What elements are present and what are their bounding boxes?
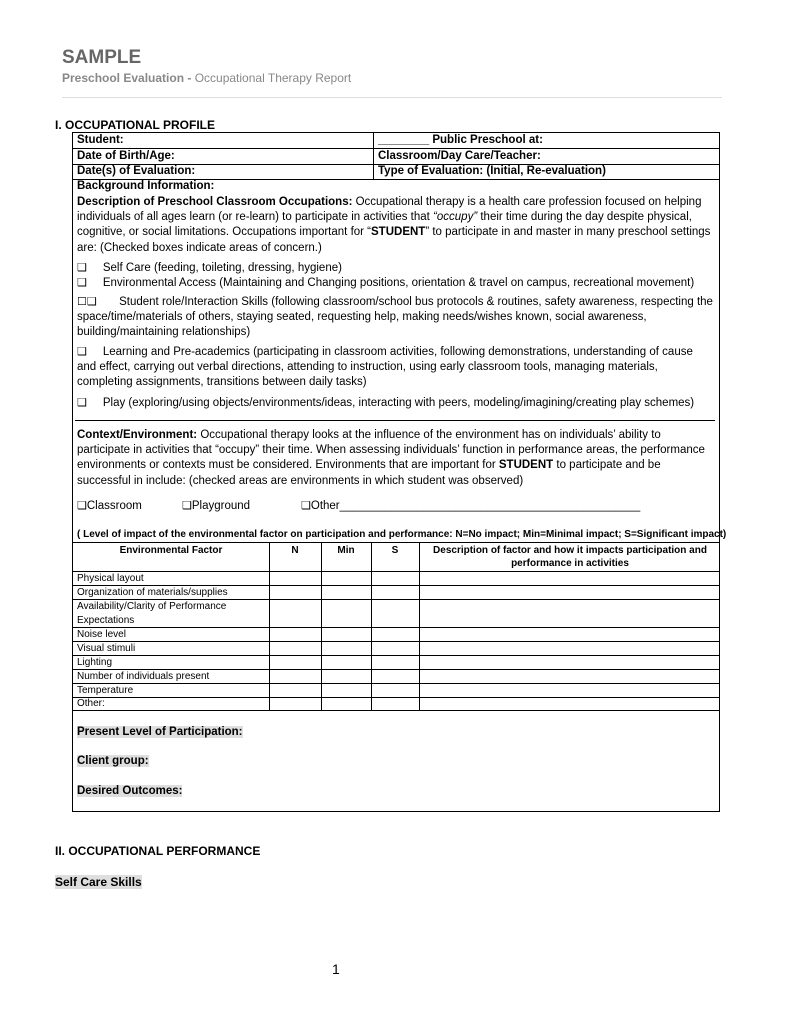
context-environment-paragraph: Context/Environment: Occupational therapy looks at the influence of the environment has on individuals’ ability to participate in activities that “occupy” their time. When assessing individuals’ function in performance areas, the performance environments or contexts must be considered. Environments that are important for STUDENT to participate and be successful in include: (checked areas are environments in which student was observed)	[77, 429, 705, 487]
header-rule	[62, 97, 722, 98]
subtitle-rest: Occupational Therapy Report	[194, 71, 352, 85]
occupation-item-student-role: ☐❑ Student role/Interaction Skills (following classroom/school bus protocols & routines, safety awareness, respecting the space/time/materials of others, staying seated, requesting help, making needs/wishes known, social awareness, building/maintaining relationships)	[77, 296, 713, 339]
evaluation-type-label: Type of Evaluation: (Initial, Re-evaluation)	[378, 165, 606, 177]
checkbox-icon[interactable]: ❑	[77, 277, 87, 289]
table-row: Organization of materials/supplies	[77, 587, 228, 598]
subtitle-bold: Preschool Evaluation -	[62, 71, 195, 85]
table-row: Physical layout	[77, 573, 144, 584]
present-level-label: Present Level of Participation:	[77, 726, 243, 738]
public-preschool-label: ________ Public Preschool at:	[378, 134, 543, 146]
desired-outcomes-label: Desired Outcomes:	[77, 785, 183, 797]
self-care-skills-heading: Self Care Skills	[55, 875, 142, 889]
column-header-s: S	[391, 545, 399, 556]
table-row: Temperature	[77, 685, 134, 696]
table-row: Visual stimuli	[77, 643, 136, 654]
environment-option-classroom[interactable]: ❑Classroom	[77, 500, 142, 512]
student-label: Student:	[77, 134, 124, 146]
occupation-item-play: ❑ Play (exploring/using objects/environments/ideas, interacting with peers, modeling/imagining/creating play schemes)	[77, 397, 695, 409]
background-info-label: Background Information:	[77, 180, 215, 192]
occupation-item-environmental-access: ❑ Environmental Access (Maintaining and Changing positions, orientation & travel on campus, recreational movement)	[77, 277, 695, 289]
checkbox-icon[interactable]: ❑	[77, 262, 87, 274]
report-subtitle	[62, 71, 351, 85]
occupational-profile-table	[72, 132, 727, 812]
checkbox-icon[interactable]: ❑	[77, 346, 87, 358]
table-row: Number of individuals present	[77, 671, 210, 682]
evaluation-date-label: Date(s) of Evaluation:	[77, 165, 196, 177]
sample-heading: SAMPLE	[62, 47, 142, 68]
divider	[75, 420, 715, 421]
checkbox-icon[interactable]: ❑	[182, 500, 192, 512]
classroom-teacher-label: Classroom/Day Care/Teacher:	[378, 150, 541, 162]
section-title-performance: II. OCCUPATIONAL PERFORMANCE	[55, 844, 261, 858]
client-group-label: Client group:	[77, 755, 149, 767]
impact-legend: ( Level of impact of the environmental factor on participation and performance: N=No impact; Min=Minimal impact; S=Significant impact)	[77, 529, 727, 540]
checkbox-icon[interactable]: ❑	[77, 397, 87, 409]
occupations-description: Description of Preschool Classroom Occupations: Occupational therapy is a health care profession focused on helping individuals of all ages learn (or re-learn) to participate in activities that “occupy” their time during the day despite physical, cognitive, or social limitations. Occupations important for “STUDENT” to participate in and master in many preschool settings are: (Checked boxes indicate areas of concern.)	[77, 196, 711, 254]
checkbox-icon[interactable]: ❑	[301, 500, 311, 512]
table-row: Lighting	[77, 657, 113, 668]
table-row: Noise level	[77, 629, 126, 640]
environment-option-other[interactable]: ❑Other_______________________________________________	[301, 500, 641, 512]
column-header-min: Min	[337, 545, 355, 556]
occupation-item-learning: ❑ Learning and Pre-academics (participating in classroom activities, following demonstrations, understanding of cause and effect, carrying out verbal directions, attending to instruction, using early classroom tools, managing materials, completing assignments, transitions between daily tasks)	[77, 346, 693, 389]
dob-label: Date of Birth/Age:	[77, 150, 175, 162]
table-row: Other:	[77, 698, 105, 709]
column-header-n: N	[291, 545, 299, 556]
page-number: 1	[332, 961, 340, 977]
environment-option-playground[interactable]: ❑Playground	[182, 500, 251, 512]
section-title-profile: I. OCCUPATIONAL PROFILE	[55, 118, 216, 132]
column-header-description: Description of factor and how it impacts participation and performance in activities	[433, 545, 707, 569]
table-row: Availability/Clarity of Performance Expectations	[77, 601, 227, 626]
occupation-item-self-care: ❑ Self Care (feeding, toileting, dressing, hygiene)	[77, 262, 342, 274]
checkbox-icon[interactable]: ❑	[77, 500, 87, 512]
column-header-factor: Environmental Factor	[119, 545, 223, 556]
checkbox-icon[interactable]: ☐❑	[77, 296, 97, 308]
